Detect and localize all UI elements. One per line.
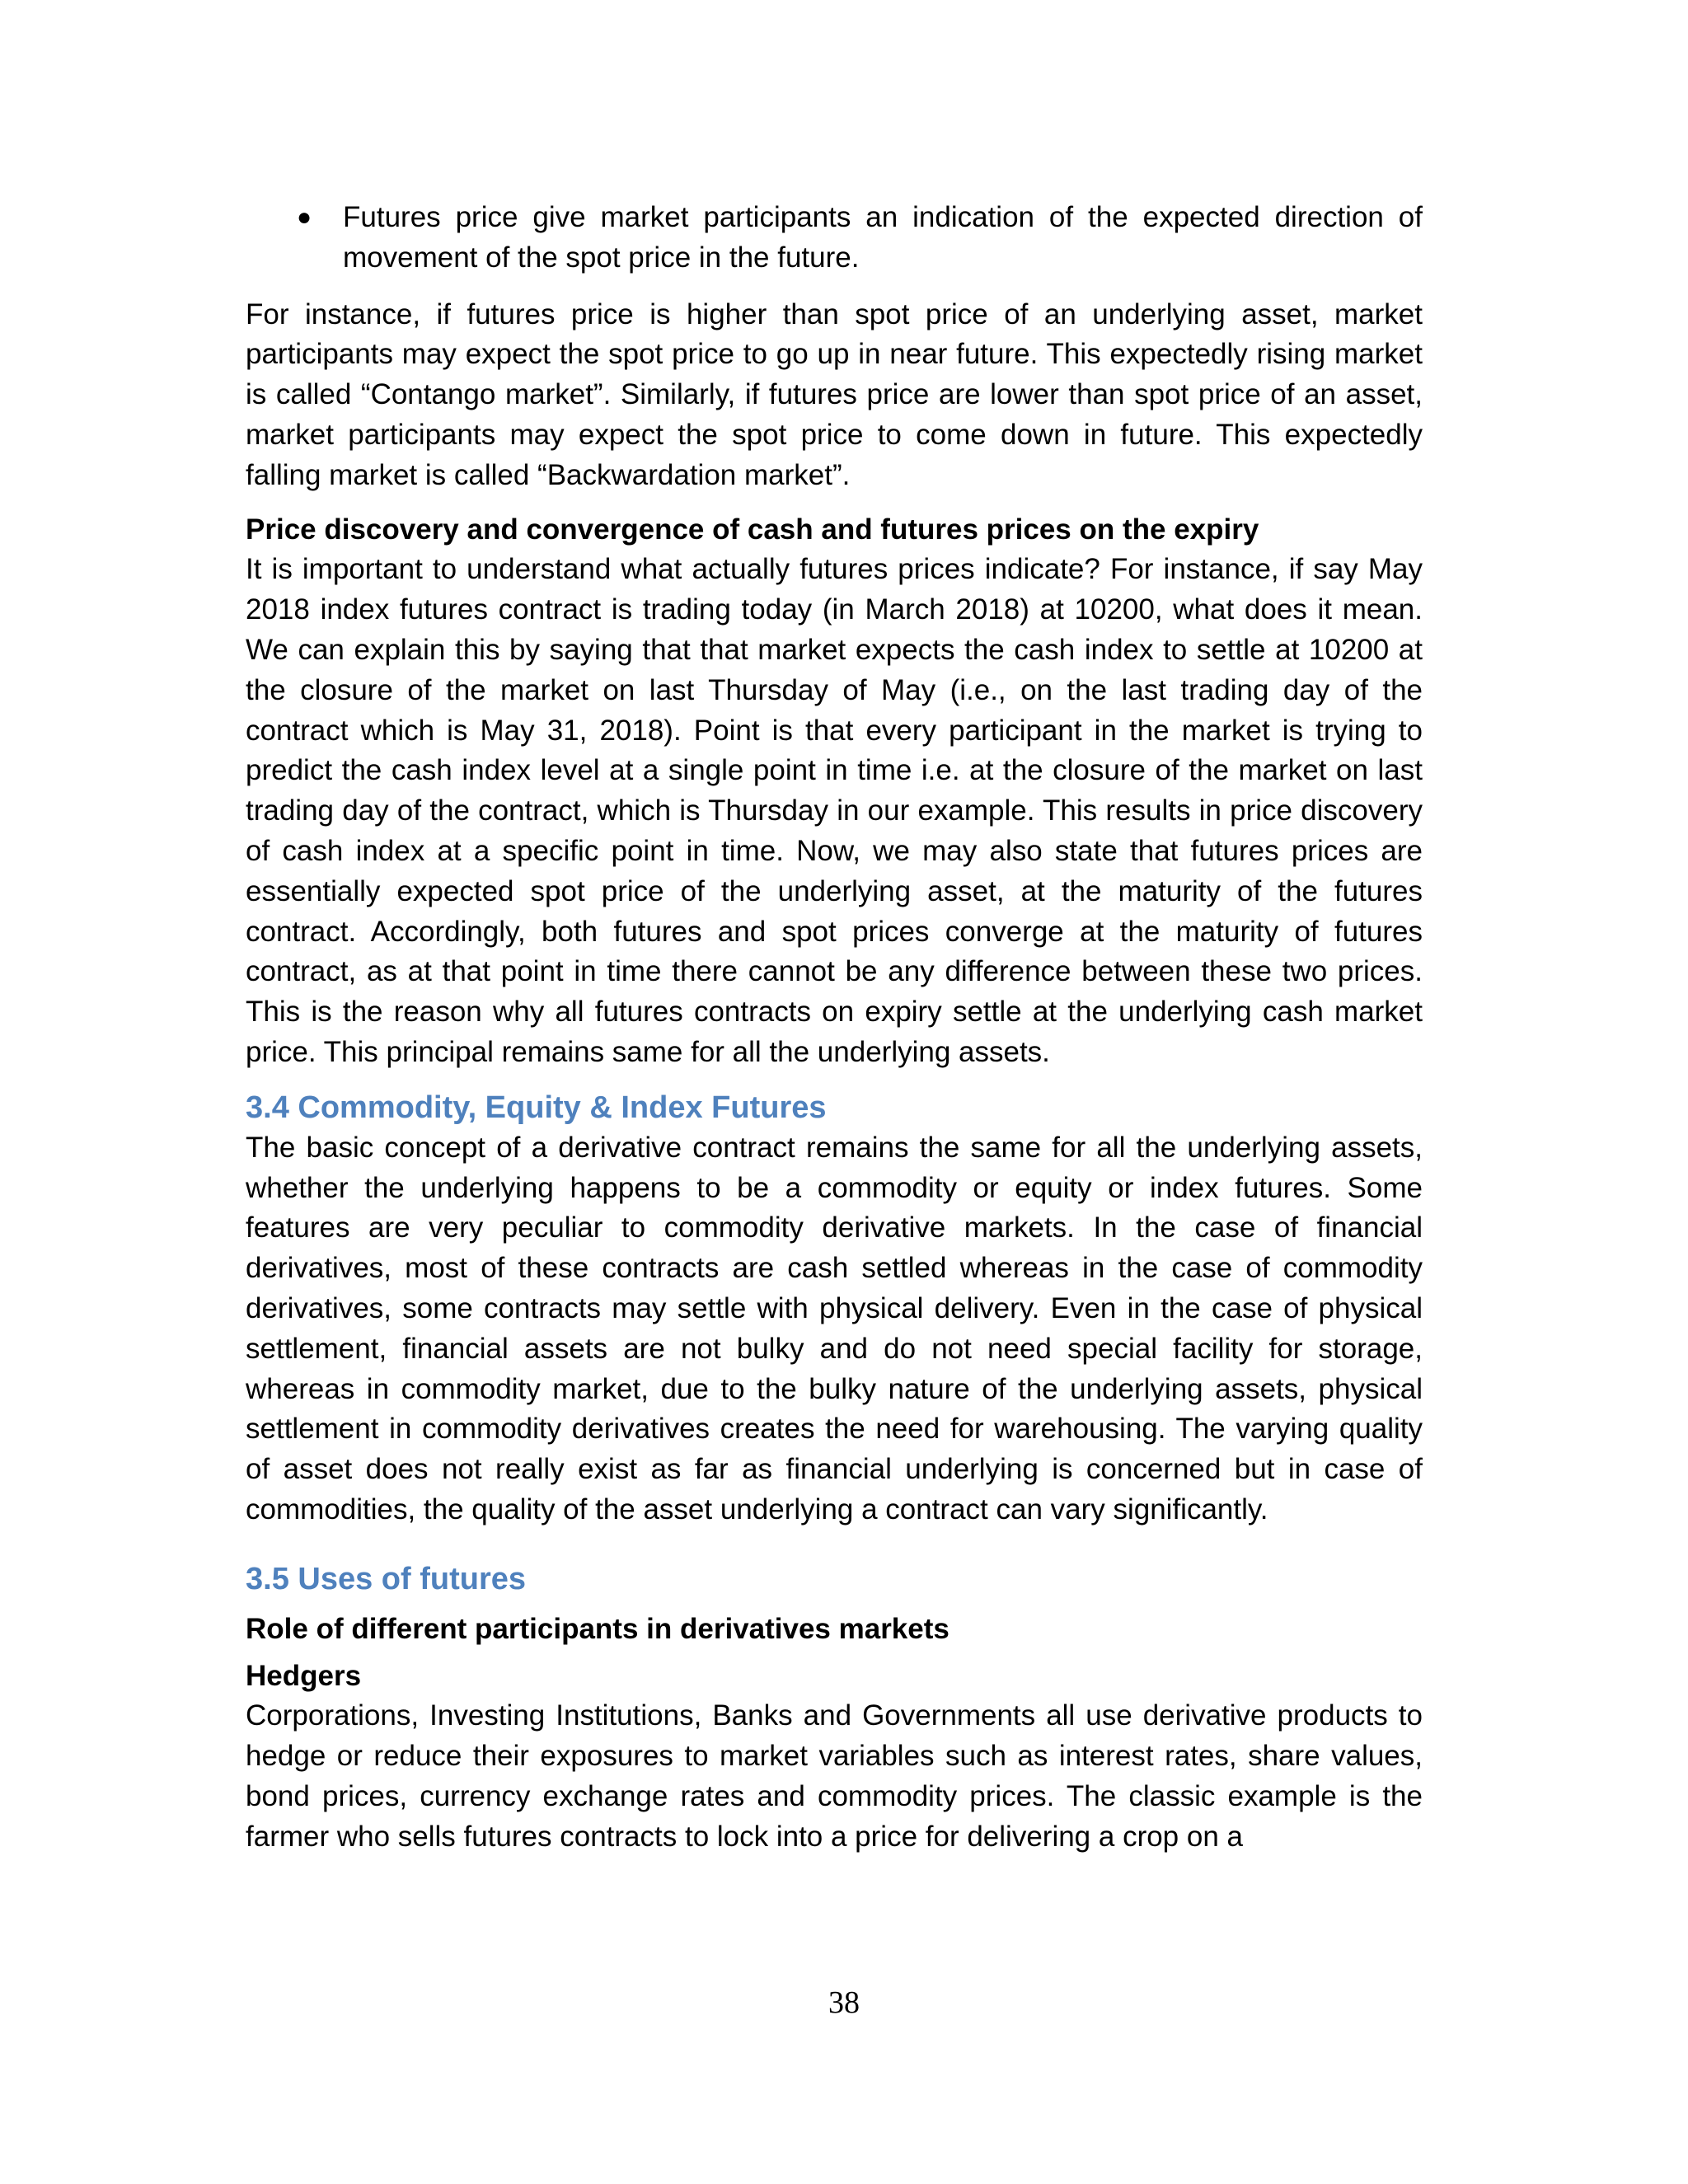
price-discovery-paragraph: It is important to understand what actually futures prices indicate? For instance, if say May 2018 index futures contract is trading today (in March 2018) at 10200, what does it mean. We can explain this by saying that that market expects the cash index to settle at 10200 at the closure of the market on last Thursday of May (i.e., on the last trading day of the contract which is May 31, 2018). Point is that every participant in the market is trying to predict the cash index level at a single point in time i.e. at the closure of the market on last trading day of the contract, which is Thursday in our example. This results in price discovery of cash index at a specific point in time. Now, we may also state that futures prices are essentially expected spot price of the underlying asset, at the maturity of the futures contract. Accordingly, both futures and spot prices converge at the maturity of futures contract, as at that point in time there cannot be any difference between these two prices. This is the reason why all futures contracts on expiry settle at the underlying cash market price. This principal remains same for all the underlying assets. xyxy=(246,553,1423,1068)
hedgers-paragraph: Corporations, Investing Institutions, Banks and Governments all use derivative products to hedge or reduce their exposures to market variables such as interest rates, share values, bond prices, currency exchange rates and commodity prices. The classic example is the farmer who sells futures contracts to lock into a price for delivering a crop on a xyxy=(246,1699,1423,1853)
page-number: 38 xyxy=(828,1985,860,2020)
bullet-item xyxy=(246,198,1423,279)
bullet-list xyxy=(246,198,1423,279)
participants-subheading: Role of different participants in derivatives markets xyxy=(246,1612,950,1645)
section-3-5-heading: 3.5 Uses of futures xyxy=(246,1561,526,1596)
bullet-dot-icon: ● xyxy=(297,204,312,231)
section-3-4-paragraph: The basic concept of a derivative contract remains the same for all the underlying assets, whether the underlying happens to be a commodity or equity or index futures. Some features are very peculiar to commodity derivative markets. In the case of financial derivatives, most of these contracts are cash settled whereas in the case of commodity derivatives, some contracts may settle with physical delivery. Even in the case of physical settlement, financial assets are not bulky and do not need special facility for storage, whereas in commodity market, due to the bulky nature of the underlying assets, physical settlement in commodity derivatives creates the need for warehousing. The varying quality of asset does not really exist as far as financial underlying is concerned but in case of commodities, the quality of the asset underlying a contract can vary significantly. xyxy=(246,1131,1423,1526)
bullet-text: Futures price give market participants an indication of the expected direction of movement of the spot price in the future. xyxy=(343,201,1423,274)
section-3-4-heading: 3.4 Commodity, Equity & Index Futures xyxy=(246,1090,827,1125)
price-discovery-heading: Price discovery and convergence of cash and futures prices on the expiry xyxy=(246,513,1259,546)
contango-paragraph: For instance, if futures price is higher than spot price of an underlying asset, market participants may expect the spot price to go up in near future. This expectedly rising market is called “Contango market”. Similarly, if futures price are lower than spot price of an asset, market participants may expect the spot price to come down in future. This expectedly falling market is called “Backwardation market”. xyxy=(246,298,1423,491)
hedgers-heading: Hedgers xyxy=(246,1659,362,1692)
document-page xyxy=(246,198,1423,1857)
